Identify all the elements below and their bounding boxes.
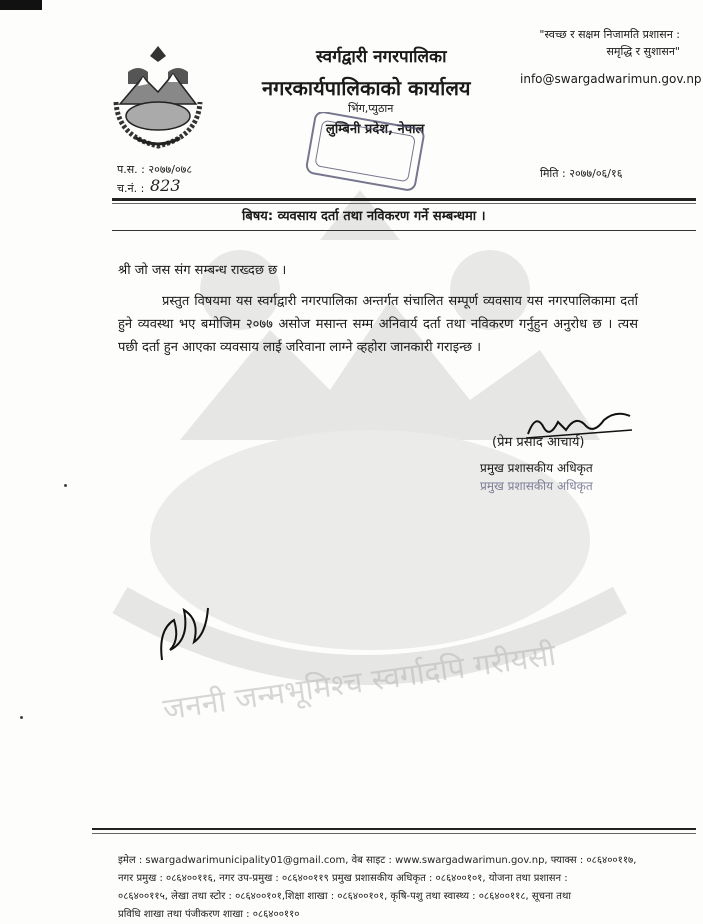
letter-greeting: श्री जो जस संग सम्बन्ध राख्दछ छ । [118,263,287,278]
cn-label: च.नं. : [117,182,145,195]
office-name: नगरकार्यपालिकाको कार्यालय [262,76,471,100]
scan-corner-mark [0,0,42,10]
margin-signature [150,590,220,670]
ps-number: प.स. : २०७७/०७८ [117,163,193,176]
footer-line-4: प्रविधि शाखा तथा पंजीकरण शाखा : ०८६४००११० [118,909,300,920]
office-email: info@swargadwarimun.gov.np [520,72,702,86]
header-divider [112,198,696,201]
header-divider-thin [112,203,696,204]
motto-line-2: समृद्धि र सुशासन" [606,45,680,58]
designation-stamp: प्रमुख प्रशासकीय अधिकृत [480,479,593,493]
footer-contact [118,852,698,924]
letter-date: मिति : २०७७/०६/१६ [540,167,623,180]
letter-body: प्रस्तुत विषयमा यस स्वर्गद्वारी नगरपालिका अन्तर्गत संचालित सम्पूर्ण व्यवसाय यस नगरपालिकामा दर्ता हुने व्यवस्था भए बमोजिम २०७७ असोज मसान्त सम्म अनिवार्य दर्ता तथा नविकरण गर्नुहुन अनुरोध छ । त्यस पछी दर्ता हुन आएका व्यवसाय लाई जरिवाना लाग्ने व्हहोरा जानकारी गराइन्छ । [118,294,638,355]
letter-subject: बिषय: व्यवसाय दर्ता तथा नविकरण गर्ने सम्बन्धमा । [242,209,486,224]
footer-line-3: ०८६४००११५, लेखा तथा स्टोर : ०८६४००१०१,शिक्षा शाखा : ०८६४००१०१, कृषि-पशु तथा स्वास्थ्य : ०८६४००११८, सूचना तथा [118,891,571,902]
municipality-name: स्वर्गद्वारी नगरपालिका [316,47,447,67]
office-seal-stamp [300,112,430,192]
place-name: भिंग,प्युठान [348,102,394,115]
motto-block [470,26,680,60]
watermark-motto: जननी जन्मभूमिश्च स्वर्गादपि गरीयसी [160,637,559,728]
footer-divider-thin [92,833,696,834]
scan-speck [64,484,67,487]
footer-line-2: नगर प्रमुख : ०८६४००११६, नगर उप-प्रमुख : ०८६४००११९ प्रमुख प्रशासकीय अधिकृत : ०८६४००१०१, योजना तथा प्रशासन : [118,873,568,884]
province-name: लुम्बिनी प्रदेश, नेपाल [326,122,425,137]
scan-speck [20,716,23,719]
footer-divider [92,828,696,830]
nepal-emblem-logo [108,42,208,152]
footer-line-1: इमेल : swargadwarimunicipality01@gmail.com, वेब साइट : www.swargadwarimun.gov.np, फ्याक्स : ०८६४००११७, [118,855,637,866]
signatory-designation: प्रमुख प्रशासकीय अधिकृत [480,461,593,475]
signatory-name: (प्रेम प्रसाद आचार्य) [492,435,585,450]
motto-line-1: "स्वच्छ र सक्षम निजामति प्रशासन : [539,28,680,41]
subject-divider [112,230,696,231]
cn-number-handwritten: 823 [150,176,181,195]
